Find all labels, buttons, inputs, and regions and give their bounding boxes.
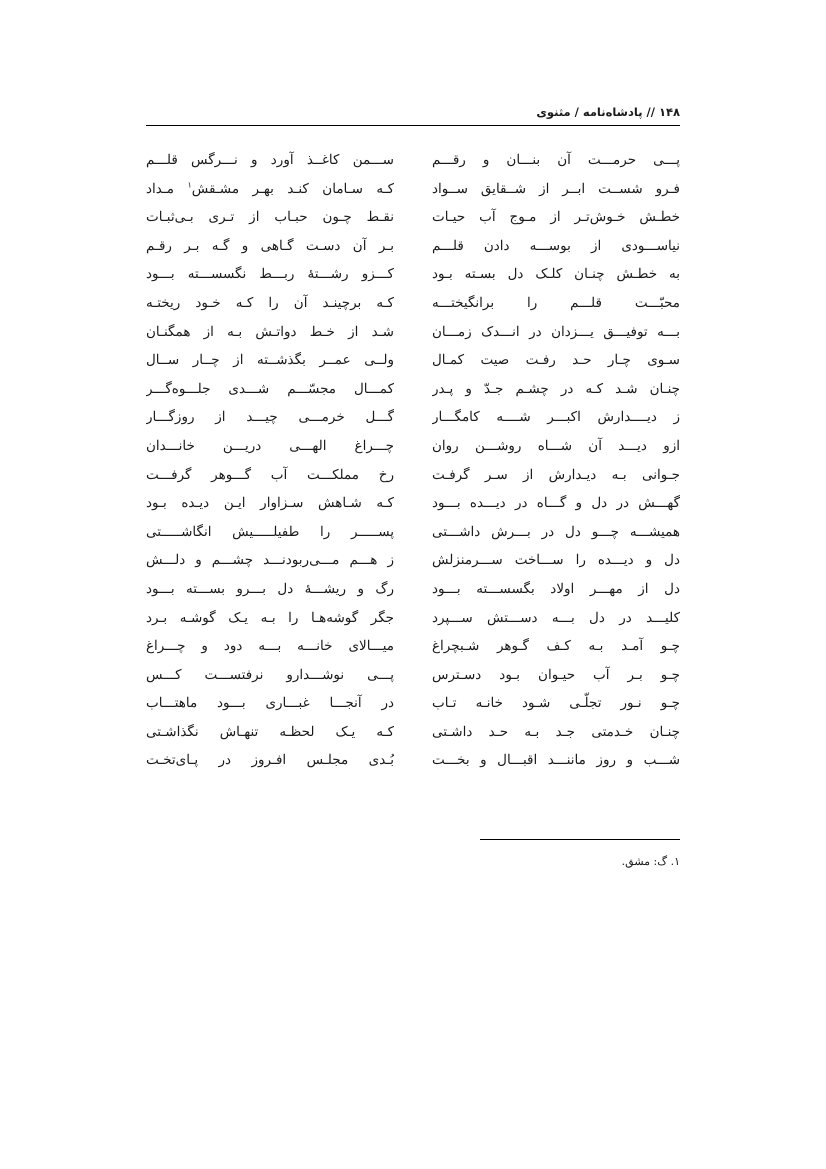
hemistich-first: چـو بـر آب حیـوان بـود دسـترس xyxy=(432,666,680,683)
couplet xyxy=(0,346,826,375)
couplet xyxy=(0,632,826,661)
hemistich-second: کمـــال مجسّـــم شـــدی جلـــوه‌گـــر xyxy=(146,380,394,397)
hemistich-first: پـــی حرمـــت آن بنـــان و رقـــم xyxy=(432,152,680,168)
hemistich-first: ازو دیـــد آن شـــاه روشـــن روان xyxy=(432,437,680,454)
couplet xyxy=(0,518,826,547)
hemistich-second: پـــی نوشـــدارو نرفتســـت کـــس xyxy=(146,666,394,683)
hemistich-second: جگر گوشه‌هـا را بـه یـک گوشـه بـرد xyxy=(146,609,394,626)
hemistich-second: رگ و ریشـــهٔ دل بـــرو بســـته بـــود xyxy=(146,580,394,597)
hemistich-first: جـوانی بـه دیـدارش از سـر گرفـت xyxy=(432,466,680,483)
hemistich-first: گهـــش در دل و گـــاه در دیـــده بـــود xyxy=(432,495,680,512)
couplet xyxy=(0,403,826,432)
couplet xyxy=(0,175,826,204)
hemistich-first: چـو نـور تجلّـی شـود خانـه تـاب xyxy=(432,695,680,712)
hemistich-second: میـــالای خانـــه بـــه دود و چـــراغ xyxy=(146,638,394,655)
hemistich-first: محبّـــت قلـــم را برانگیختـــه xyxy=(432,294,680,311)
hemistich-second: رخ مملکـــت آب گـــوهر گرفـــت xyxy=(146,466,394,483)
couplet xyxy=(0,546,826,575)
hemistich-second: کـــزو رشـــتهٔ ربـــط نگسســـته بـــود xyxy=(146,266,394,283)
hemistich-first: چنـان شـد کـه در چشـم جـدّ و پـدر xyxy=(432,380,680,397)
couplet xyxy=(0,461,826,490)
hemistich-first: ز دیــــدارش اکبـــر شــــه کامگـــار xyxy=(432,409,680,426)
poem-body xyxy=(0,146,826,775)
couplet xyxy=(0,232,826,261)
couplet xyxy=(0,718,826,747)
couplet xyxy=(0,289,826,318)
hemistich-first: فـرو شســت ابــر از شــقایق ســواد xyxy=(432,180,680,197)
header-rule xyxy=(146,125,680,126)
hemistich-second: گـــل خرمـــی چیـــد از روزگـــار xyxy=(146,409,394,426)
couplet xyxy=(0,146,826,175)
couplet xyxy=(0,489,826,518)
footnote-marker: ۱ xyxy=(187,180,192,190)
footnote-rule xyxy=(480,839,680,840)
hemistich-second: شـد از خـط دواتـش بـه از همگنـان xyxy=(146,323,394,340)
hemistich-second: کـه یـک لحظـه تنهـاش نگذاشـتی xyxy=(146,723,394,740)
couplet xyxy=(0,260,826,289)
couplet xyxy=(0,318,826,347)
hemistich-first: نیاســـودی از بوســـه دادن قلـــم xyxy=(432,237,680,254)
hemistich-first: شـــب و روز ماننـــد اقبـــال و بخـــت xyxy=(432,752,680,769)
hemistich-first: دل و دیـــده را ســـاخت ســـرمنزلش xyxy=(432,552,680,569)
hemistich-first: چنـان خـدمتی جـد بـه حـد داشـتی xyxy=(432,723,680,740)
couplet xyxy=(0,375,826,404)
hemistich-second: در آنجـــا غبـــاری بـــود ماهتـــاب xyxy=(146,695,394,712)
hemistich-first: همیشـــه چـــو دل در بـــرش داشـــتی xyxy=(432,523,680,540)
hemistich-first: سـوی چـار حـد رفـت صیت کمـال xyxy=(432,352,680,369)
footnote: ۱. گ: مشق. xyxy=(621,855,680,868)
hemistich-first: کلیـــد در دل بـــه دســـتش ســـپرد xyxy=(432,609,680,626)
hemistich-second: ز هـــم مـــی‌ربودنـــد چشـــم و دلـــش xyxy=(146,552,394,569)
couplet xyxy=(0,604,826,633)
hemistich-text-tail: مـداد xyxy=(146,180,188,197)
couplet xyxy=(0,689,826,718)
couplet xyxy=(0,432,826,461)
hemistich-second: بـر آن دسـت گـاهی و گـه بـر رقـم xyxy=(146,237,394,254)
hemistich-second: ســـمن کاغــذ آورد و نـــرگس قلـــم xyxy=(146,152,394,168)
couplet xyxy=(0,746,826,775)
hemistich-second: کـه برچینـد آن را کـه خـود ریختـه xyxy=(146,294,394,311)
hemistich-second: کـه شـاهش سـزاوار ایـن دیـده بـود xyxy=(146,495,394,512)
hemistich-first: چـو آمـد بـه کـف گـوهر شـبچراغ xyxy=(432,638,680,655)
couplet xyxy=(0,661,826,690)
hemistich-second: بُـدی مجلـس افـروز در پـای‌تخـت xyxy=(146,752,394,769)
hemistich-first: دل از مهـــر اولاد بگسســـته بـــود xyxy=(432,580,680,597)
running-header: ۱۴۸ // پادشاه‌نامه / مثنوی xyxy=(536,105,680,119)
hemistich-first: به خطـش چنـان کلـک دل بسـته بـود xyxy=(432,266,680,283)
hemistich-first: خطـش خـوش‌تـر از مـوج آب حیـات xyxy=(432,209,680,226)
hemistich-second: چـــراغ الهـــی دریـــن خانـــدان xyxy=(146,437,394,454)
hemistich-second xyxy=(146,175,394,204)
couplet xyxy=(0,575,826,604)
hemistich-second: نقـط چـون حبـاب از تـری بـی‌ثبـات xyxy=(146,209,394,226)
couplet xyxy=(0,203,826,232)
hemistich-text: کـه سـامان کنـد بهـر مشـقش xyxy=(191,180,394,197)
hemistich-second: ولــی عمــر بگذشــته از چــار ســال xyxy=(146,352,394,369)
hemistich-first: بـــه توفیـــق یـــزدان در انـــدک زمـــان xyxy=(432,323,680,340)
hemistich-second: پســـــر را طفیلـــــیش انگاشـــــتی xyxy=(146,523,394,540)
